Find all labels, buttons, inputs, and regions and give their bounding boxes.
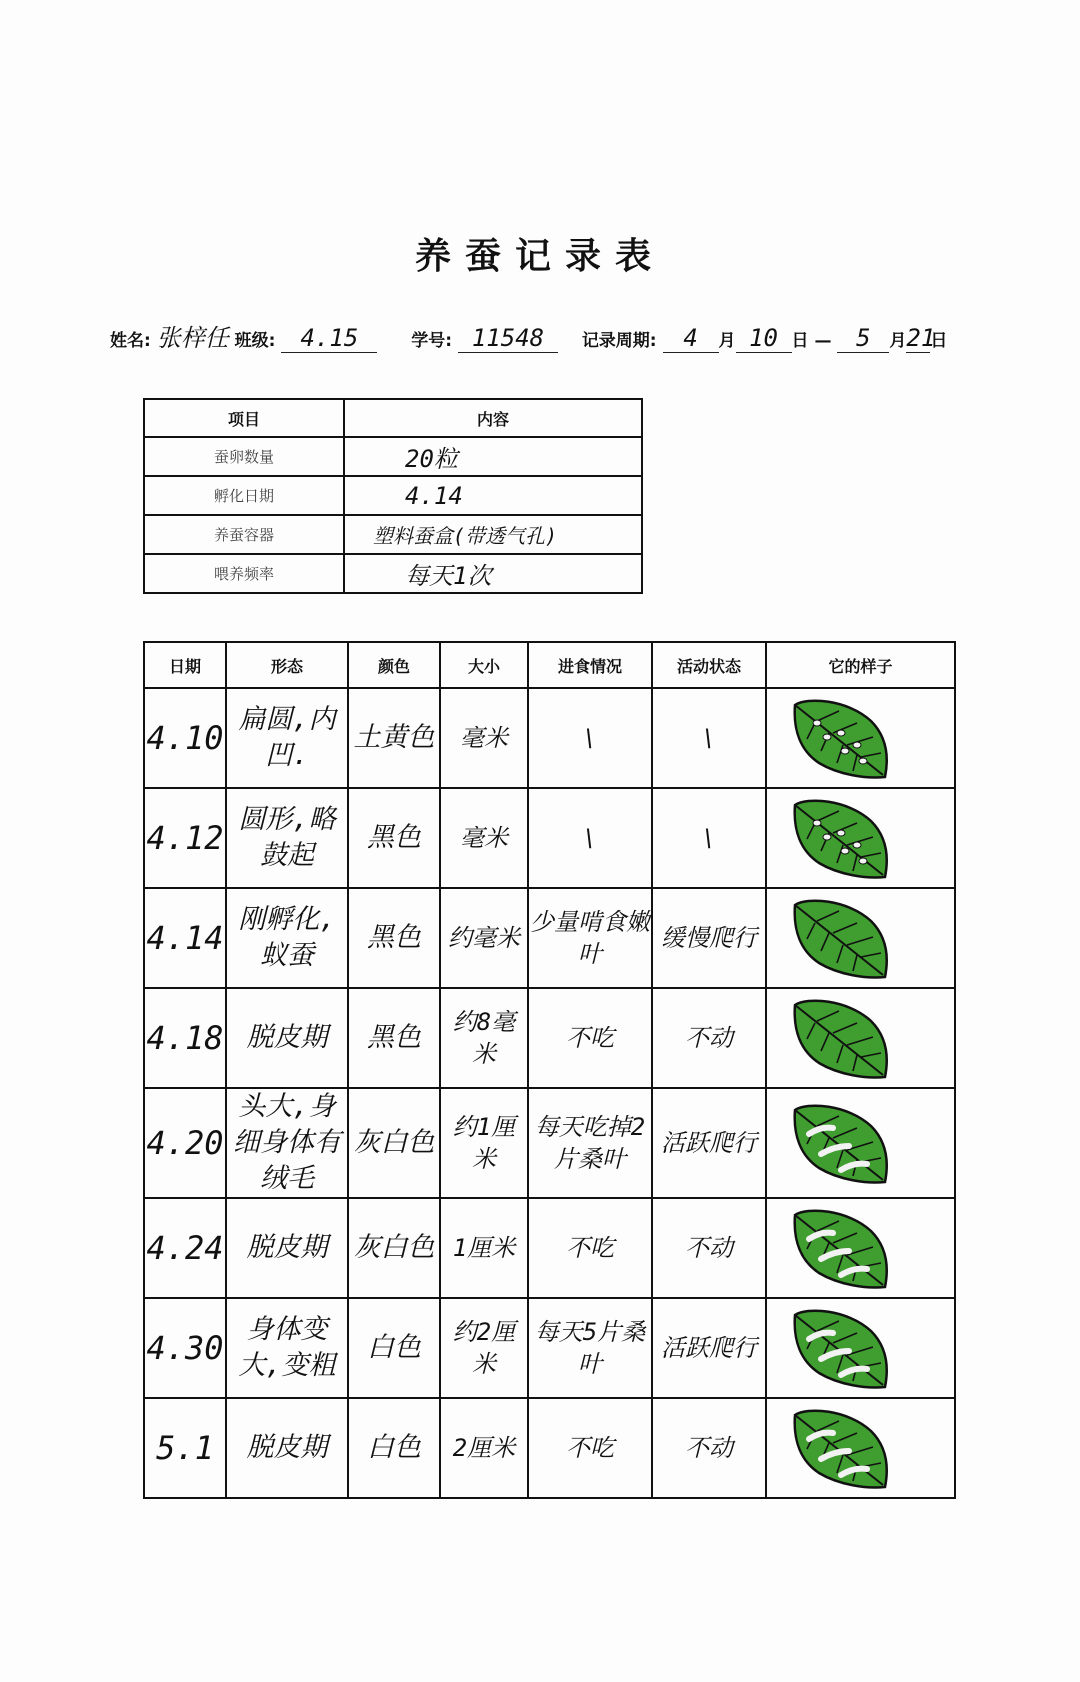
log-table <box>143 641 956 1499</box>
log-picture <box>766 788 955 888</box>
log-eating[interactable]: 不吃 <box>528 1398 652 1498</box>
end-day[interactable]: 21 <box>906 324 936 352</box>
log-picture <box>766 1298 955 1398</box>
id-value[interactable]: 11548 <box>458 324 558 353</box>
log-date[interactable]: 5.1 <box>144 1398 226 1498</box>
log-header-date: 日期 <box>144 642 226 688</box>
log-date[interactable]: 4.10 <box>144 688 226 788</box>
log-row <box>144 988 955 1088</box>
log-date[interactable]: 4.14 <box>144 888 226 988</box>
log-size[interactable]: 2厘米 <box>440 1398 528 1498</box>
month-unit-2: 月 <box>889 331 907 351</box>
summary-row <box>144 476 642 515</box>
log-picture <box>766 1398 955 1498</box>
log-size[interactable]: 约2厘米 <box>440 1298 528 1398</box>
log-size[interactable]: 毫米 <box>440 688 528 788</box>
log-row <box>144 688 955 788</box>
log-header-row <box>144 642 955 688</box>
log-form[interactable]: 扁圆,内凹. <box>226 688 348 788</box>
log-header-color: 颜色 <box>348 642 440 688</box>
log-size[interactable]: 约1厘米 <box>440 1088 528 1198</box>
start-month[interactable]: 4 <box>663 324 719 353</box>
log-eating[interactable]: 每天吃掉2片桑叶 <box>528 1088 652 1198</box>
class-value[interactable]: 4.15 <box>281 324 377 353</box>
day-unit: 日 <box>791 331 809 351</box>
log-activity[interactable]: 缓慢爬行 <box>652 888 766 988</box>
log-form[interactable]: 身体变大,变粗 <box>226 1298 348 1398</box>
log-row <box>144 1088 955 1198</box>
log-eating[interactable]: \ <box>528 788 652 888</box>
start-day[interactable]: 10 <box>736 324 792 353</box>
name-value[interactable]: 张梓任 <box>156 324 229 352</box>
summary-row <box>144 437 642 476</box>
summary-value[interactable]: 塑料蚕盒(带透气孔) <box>344 515 642 554</box>
log-activity[interactable]: 活跃爬行 <box>652 1298 766 1398</box>
leaf-silkworm-icon <box>787 1303 897 1393</box>
log-color[interactable]: 土黄色 <box>348 688 440 788</box>
log-color[interactable]: 黑色 <box>348 988 440 1088</box>
period-label: 记录周期: <box>581 331 657 351</box>
log-size[interactable]: 约毫米 <box>440 888 528 988</box>
day-unit-2: 日 <box>930 331 948 351</box>
summary-value[interactable]: 4.14 <box>344 476 642 515</box>
log-color[interactable]: 灰白色 <box>348 1088 440 1198</box>
leaf-icon <box>787 893 897 983</box>
log-row <box>144 788 955 888</box>
class-label: 班级: <box>234 331 276 351</box>
log-date[interactable]: 4.12 <box>144 788 226 888</box>
log-color[interactable]: 白色 <box>348 1298 440 1398</box>
log-activity[interactable]: 不动 <box>652 988 766 1088</box>
log-form[interactable]: 脱皮期 <box>226 1398 348 1498</box>
log-eating[interactable]: 不吃 <box>528 988 652 1088</box>
student-info-line <box>110 318 990 353</box>
log-form[interactable]: 脱皮期 <box>226 1198 348 1298</box>
summary-row <box>144 515 642 554</box>
log-date[interactable]: 4.30 <box>144 1298 226 1398</box>
summary-header-row <box>144 399 642 437</box>
leaf-eggs-icon <box>787 793 897 883</box>
leaf-silkworm-icon <box>787 1098 897 1188</box>
log-picture <box>766 1088 955 1198</box>
log-row <box>144 1298 955 1398</box>
page-title: 养蚕记录表 <box>414 236 665 277</box>
log-row <box>144 1198 955 1298</box>
summary-label: 孵化日期 <box>144 476 344 515</box>
log-activity[interactable]: \ <box>652 688 766 788</box>
summary-row <box>144 554 642 593</box>
log-color[interactable]: 黑色 <box>348 788 440 888</box>
log-row <box>144 1398 955 1498</box>
log-activity[interactable]: \ <box>652 788 766 888</box>
month-unit: 月 <box>718 331 736 351</box>
log-date[interactable]: 4.18 <box>144 988 226 1088</box>
log-row <box>144 888 955 988</box>
summary-table <box>143 398 643 594</box>
log-eating[interactable]: \ <box>528 688 652 788</box>
log-form[interactable]: 刚孵化,蚁蚕 <box>226 888 348 988</box>
log-eating[interactable]: 少量啃食嫩叶 <box>528 888 652 988</box>
summary-label: 喂养频率 <box>144 554 344 593</box>
leaf-silkworm-icon <box>787 1403 897 1493</box>
id-label: 学号: <box>411 331 453 351</box>
log-picture <box>766 1198 955 1298</box>
name-label: 姓名: <box>110 331 151 351</box>
log-eating[interactable]: 不吃 <box>528 1198 652 1298</box>
log-color[interactable]: 白色 <box>348 1398 440 1498</box>
log-header-size: 大小 <box>440 642 528 688</box>
log-picture <box>766 688 955 788</box>
log-form[interactable]: 头大,身细身体有绒毛 <box>226 1088 348 1198</box>
summary-header-item: 项目 <box>144 399 344 437</box>
log-color[interactable]: 灰白色 <box>348 1198 440 1298</box>
log-header-form: 形态 <box>226 642 348 688</box>
log-picture <box>766 888 955 988</box>
period-dash: — <box>814 331 832 351</box>
summary-label: 蚕卵数量 <box>144 437 344 476</box>
log-date[interactable]: 4.20 <box>144 1088 226 1198</box>
log-date[interactable]: 4.24 <box>144 1198 226 1298</box>
log-header-activity: 活动状态 <box>652 642 766 688</box>
log-header-picture: 它的样子 <box>766 642 955 688</box>
leaf-eggs-icon <box>787 693 897 783</box>
log-activity[interactable]: 活跃爬行 <box>652 1088 766 1198</box>
summary-label: 养蚕容器 <box>144 515 344 554</box>
log-eating[interactable]: 每天5片桑叶 <box>528 1298 652 1398</box>
summary-value[interactable]: 每天1次 <box>344 554 642 593</box>
summary-header-content: 内容 <box>344 399 642 437</box>
log-form[interactable]: 圆形,略鼓起 <box>226 788 348 888</box>
log-form[interactable]: 脱皮期 <box>226 988 348 1088</box>
log-header-eat: 进食情况 <box>528 642 652 688</box>
summary-value[interactable]: 20粒 <box>344 437 642 476</box>
log-size[interactable]: 1厘米 <box>440 1198 528 1298</box>
leaf-silkworm-icon <box>787 1203 897 1293</box>
leaf-icon <box>787 993 897 1083</box>
log-color[interactable]: 黑色 <box>348 888 440 988</box>
end-month[interactable]: 5 <box>837 324 889 353</box>
log-activity[interactable]: 不动 <box>652 1198 766 1298</box>
log-size[interactable]: 毫米 <box>440 788 528 888</box>
log-size[interactable]: 约8毫米 <box>440 988 528 1088</box>
log-picture <box>766 988 955 1088</box>
log-activity[interactable]: 不动 <box>652 1398 766 1498</box>
